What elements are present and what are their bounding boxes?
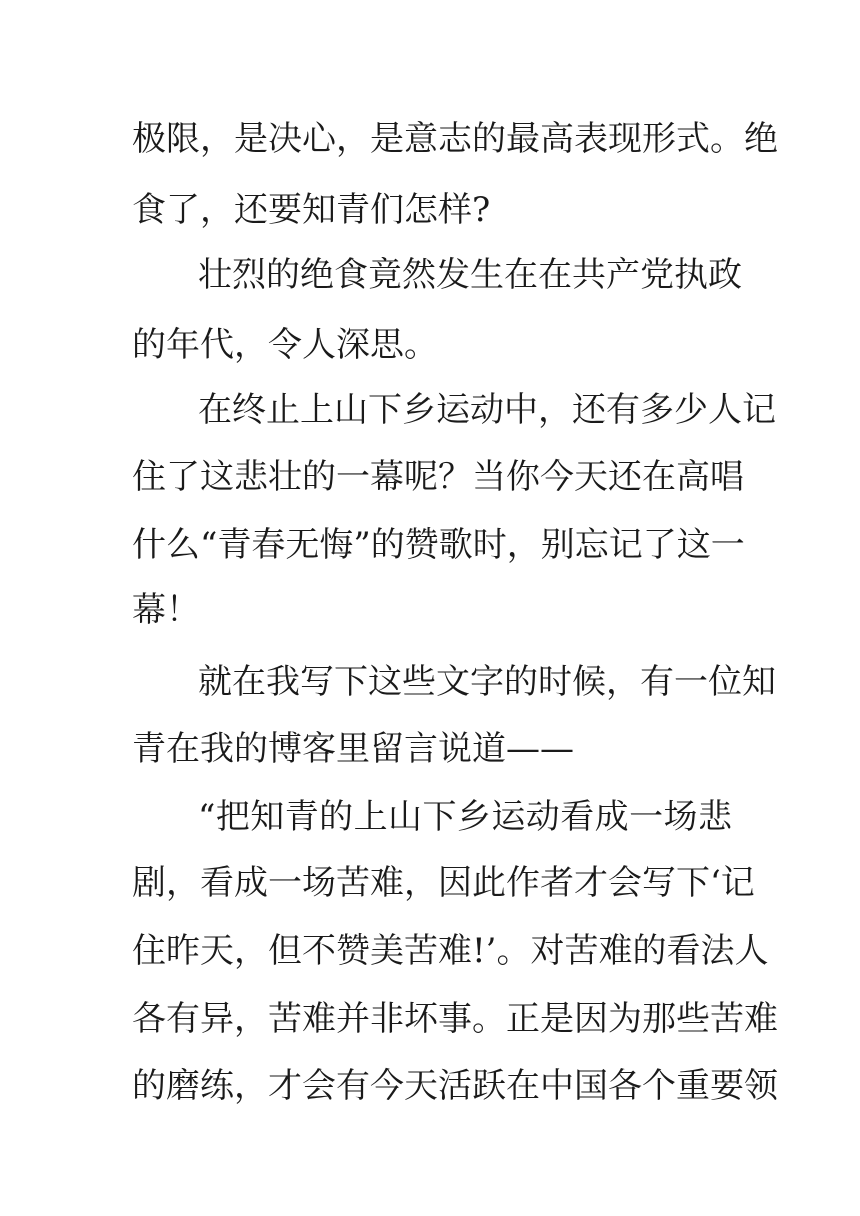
- paragraph-5-line-3: 住昨天，但不赞美苦难!’。对苦难的看法人: [132, 931, 769, 971]
- paragraph-5-line-5: 的磨练，才会有今天活跃在中国各个重要领: [132, 1066, 778, 1106]
- paragraph-3-line-2: 住了这悲壮的一幕呢？当你今天还在高唱: [132, 457, 744, 497]
- paragraph-5-line-2: 剧，看成一场苦难，因此作者才会写下‘记: [132, 863, 755, 903]
- paragraph-1-line-1: 极限，是决心，是意志的最高表现形式。绝: [132, 119, 778, 159]
- paragraph-5-line-1: “把知青的上山下乡运动看成一场悲: [198, 797, 732, 837]
- paragraph-4-line-1: 就在我写下这些文字的时候，有一位知: [198, 662, 776, 702]
- paragraph-2-line-1: 壮烈的绝食竟然发生在在共产党执政: [198, 255, 742, 295]
- paragraph-2-line-2: 的年代，令人深思。: [132, 325, 438, 365]
- paragraph-3-line-1: 在终止上山下乡运动中，还有多少人记: [198, 390, 776, 430]
- paragraph-3-line-4: 幕！: [132, 590, 200, 630]
- paragraph-5-line-4: 各有异，苦难并非坏事。正是因为那些苦难: [132, 999, 778, 1039]
- paragraph-4-line-2: 青在我的博客里留言说道——: [132, 729, 574, 769]
- paragraph-3-line-3: 什么“青春无悔”的赞歌时，别忘记了这一: [132, 525, 745, 565]
- paragraph-1-line-2: 食了，还要知青们怎样?: [132, 190, 491, 230]
